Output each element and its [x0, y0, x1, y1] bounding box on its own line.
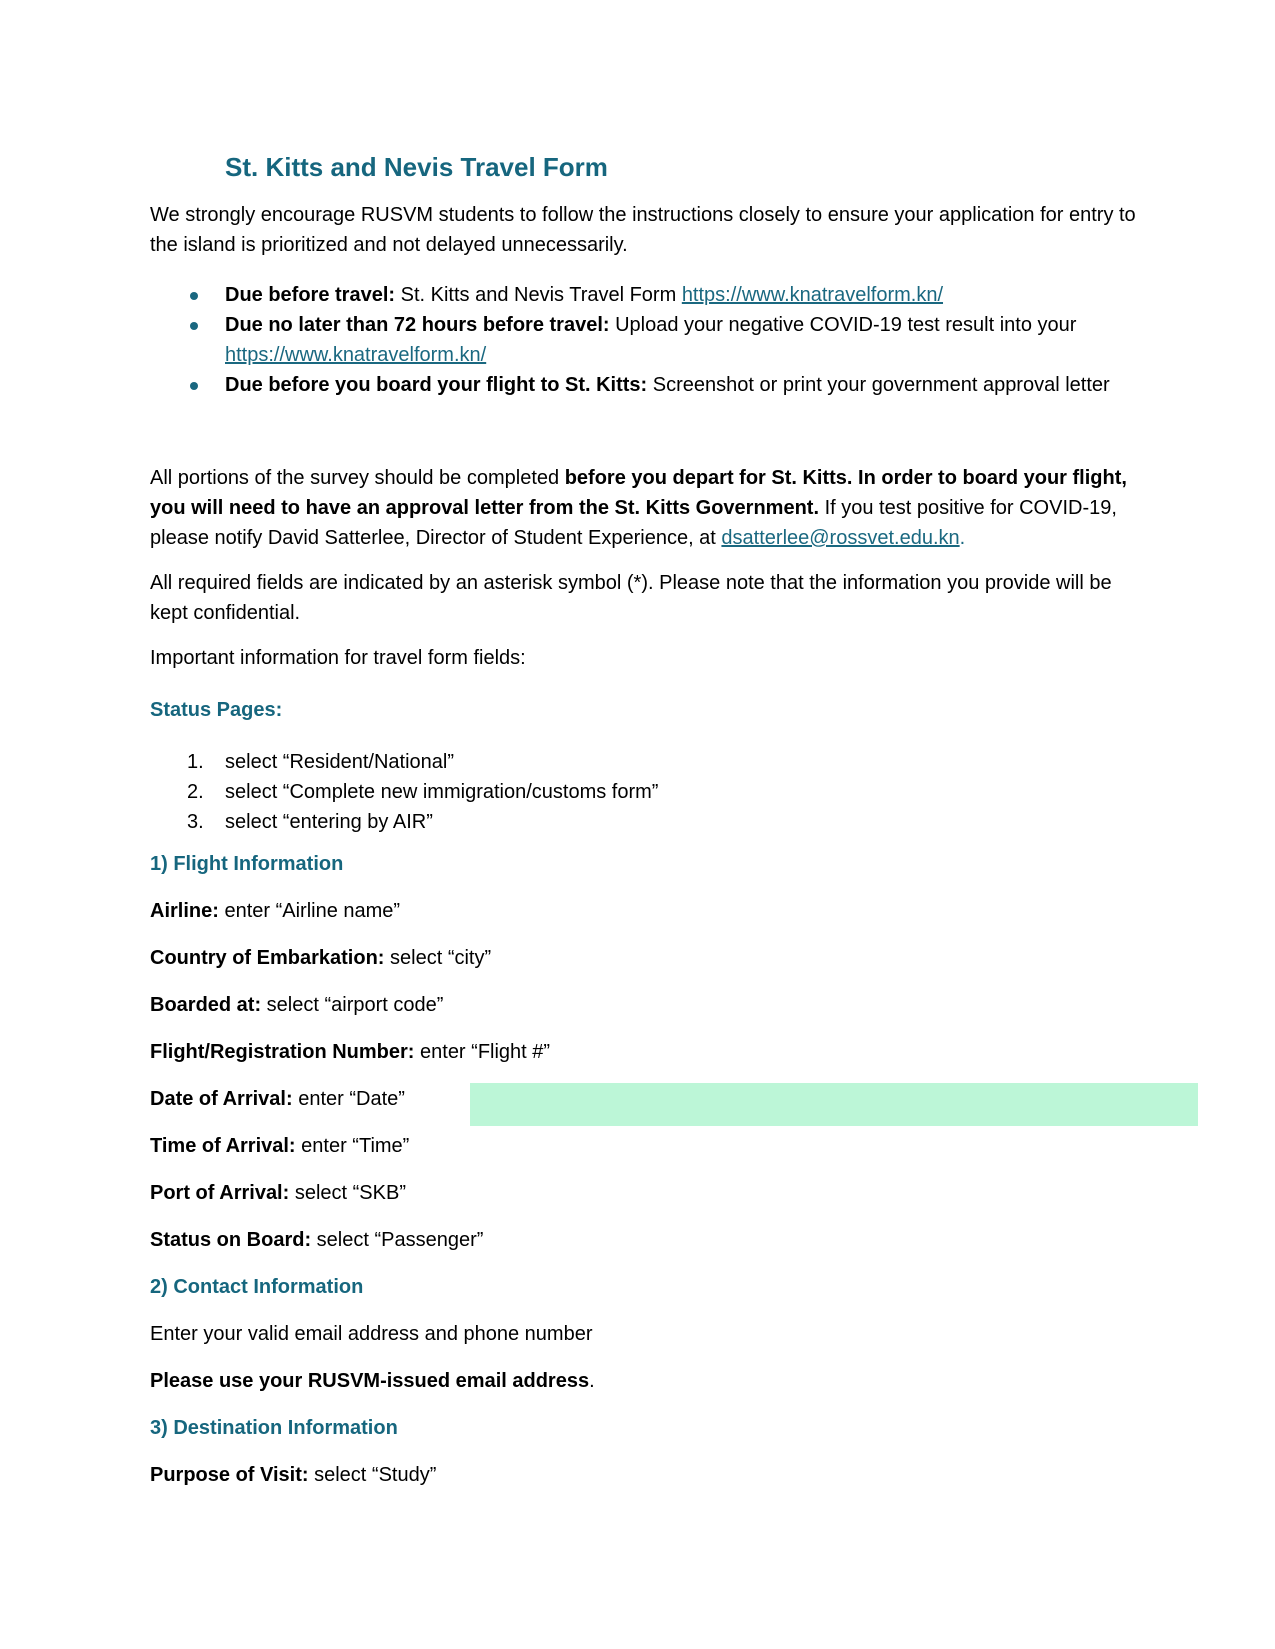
email-link[interactable]: dsatterlee@rossvet.edu.kn [721, 527, 960, 549]
field-label: Status on Board: [150, 1229, 312, 1251]
field-time-of-arrival [150, 1131, 1150, 1161]
contact-info-heading: 2) Contact Information [150, 1276, 364, 1298]
status-steps-list [150, 747, 658, 837]
list-item [150, 777, 658, 807]
list-item [150, 747, 658, 777]
bullet-icon [190, 322, 198, 330]
field-airline [150, 896, 1150, 926]
bullet-label: Due no later than 72 hours before travel: [225, 314, 610, 336]
step-number: 3. [187, 811, 204, 833]
field-boarded-at [150, 990, 1150, 1020]
list-item [150, 370, 1150, 400]
field-purpose-of-visit [150, 1460, 1150, 1490]
flight-info-heading: 1) Flight Information [150, 853, 344, 875]
email-note-bold: Please use your RUSVM-issued email address [150, 1370, 590, 1392]
step-number: 1. [187, 751, 204, 773]
page-title: St. Kitts and Nevis Travel Form [225, 152, 608, 182]
step-text: select “entering by AIR” [225, 811, 433, 833]
field-value: enter “Time” [295, 1135, 410, 1157]
step-number: 2. [187, 781, 204, 803]
field-label: Port of Arrival: [150, 1182, 290, 1204]
field-label: Time of Arrival: [150, 1135, 296, 1157]
bullet-label: Due before travel: [225, 284, 396, 306]
list-item [150, 280, 1150, 310]
step-text: select “Resident/National” [225, 751, 454, 773]
contact-instructions: Enter your valid email address and phone number [150, 1323, 593, 1345]
bullet-icon [190, 292, 198, 300]
field-port-of-arrival [150, 1178, 1150, 1208]
contact-email-note [150, 1366, 1150, 1396]
bullet-label: Due before you board your flight to St. Kitts: [225, 374, 648, 396]
field-date-of-arrival [150, 1084, 1150, 1114]
field-label: Purpose of Visit: [150, 1464, 309, 1486]
list-item [150, 310, 1150, 370]
travel-form-link[interactable]: https://www.knatravelform.kn/ [681, 284, 944, 306]
bullet-text: Screenshot or print your government approval letter [647, 374, 1110, 396]
deadline-list [150, 280, 1150, 400]
destination-info-heading: 3) Destination Information [150, 1417, 398, 1439]
field-value: select “Study” [308, 1464, 437, 1486]
survey-period: . [959, 527, 966, 549]
intro-paragraph: We strongly encourage RUSVM students to follow the instructions closely to ensure your application for entry to the island is prioritized and not delayed unnecessarily. [150, 204, 1136, 256]
status-pages-heading: Status Pages: [150, 699, 283, 721]
field-value: select “city” [384, 947, 492, 969]
survey-bold-text: before you depart for St. Kitts. In order to board your flight, you will need to have an approval letter from the St. Kitts Government. [150, 467, 1127, 519]
field-country-of-embarkation [150, 943, 1150, 973]
important-info-text: Important information for travel form fields: [150, 647, 526, 669]
required-note: All required fields are indicated by an asterisk symbol (*). Please note that the information you provide will be kept confidential. [150, 572, 1112, 624]
field-status-on-board [150, 1225, 1150, 1255]
bullet-text: St. Kitts and Nevis Travel Form [395, 284, 682, 306]
field-value: select “Passenger” [311, 1229, 484, 1251]
step-text: select “Complete new immigration/customs form” [225, 781, 659, 803]
field-label: Airline: [150, 900, 219, 922]
field-value: enter “Date” [292, 1088, 405, 1110]
email-note-period: . [589, 1370, 595, 1392]
survey-paragraph [150, 463, 1150, 553]
list-item [150, 807, 658, 837]
field-value: select “airport code” [261, 994, 444, 1016]
field-label: Country of Embarkation: [150, 947, 385, 969]
field-value: select “SKB” [289, 1182, 406, 1204]
bullet-text: Upload your negative COVID-19 test result into your [609, 314, 1077, 336]
field-value: enter “Flight #” [414, 1041, 551, 1063]
field-flight-number [150, 1037, 1150, 1067]
travel-form-link[interactable]: https://www.knatravelform.kn/ [225, 344, 487, 366]
survey-text: If you test positive for COVID-19, please notify David Satterlee, Director of Student Experience, at [150, 497, 1117, 549]
survey-text: All portions of the survey should be completed [150, 467, 565, 489]
field-value: enter “Airline name” [218, 900, 401, 922]
field-label: Date of Arrival: [150, 1088, 293, 1110]
field-label: Boarded at: [150, 994, 262, 1016]
bullet-icon [190, 382, 198, 390]
field-label: Flight/Registration Number: [150, 1041, 415, 1063]
